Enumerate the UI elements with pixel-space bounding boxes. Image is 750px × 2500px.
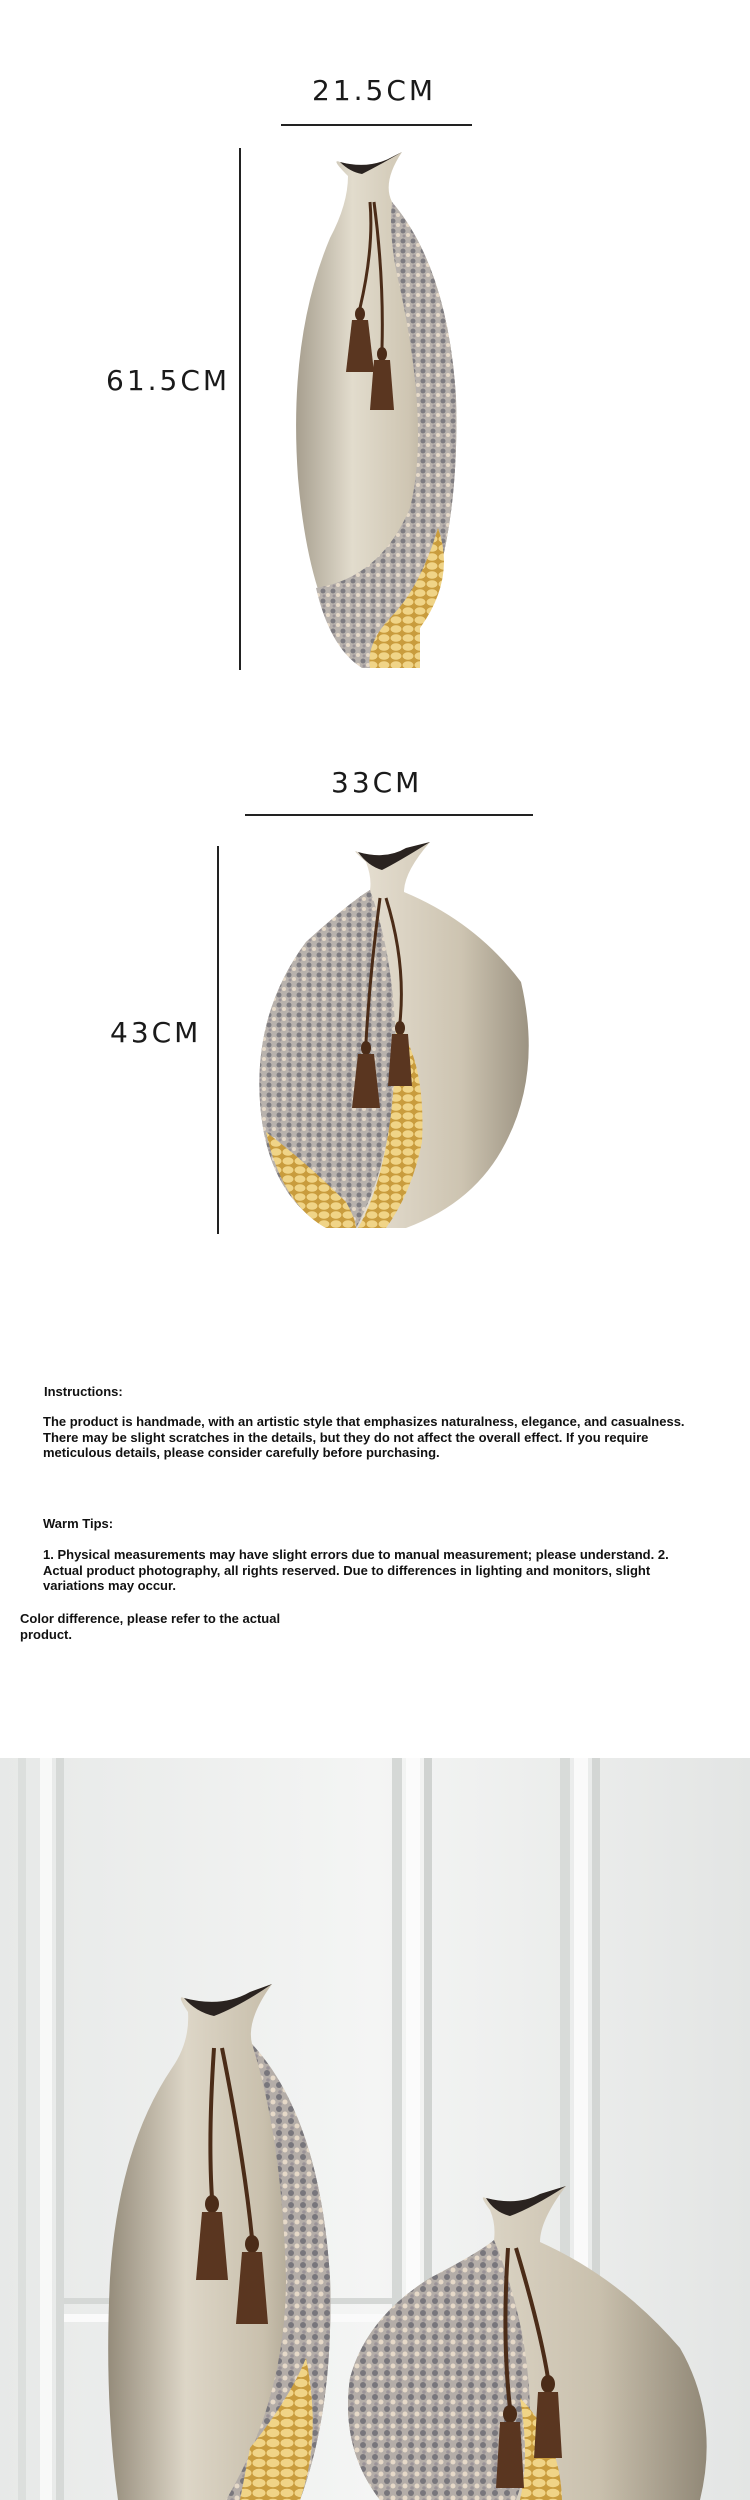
instructions-body: The product is handmade, with an artistic style that emphasizes naturalness, elegance, and casualness. There may be slight scratches in the details, but they do not affect the overall effect. If you require meticulous details, please consider carefully before purchasing.: [43, 1414, 685, 1460]
instructions-heading: Instructions:: [44, 1384, 123, 1399]
lifestyle-photo: [0, 1758, 750, 2500]
color-difference-note: Color difference, please refer to the actual product.: [20, 1611, 281, 1642]
round-vase-image: [246, 842, 536, 1234]
width-label-2: 33CM: [331, 766, 423, 799]
width-line-1: [281, 124, 472, 126]
warm-tips-body: 1. Physical measurements may have slight errors due to manual measurement; please understand. 2. Actual product photography, all rights reserved. Due to differences in lighting and monitors, slight variations may occur.: [43, 1547, 669, 1593]
width-label-1: 21.5CM: [312, 74, 437, 107]
height-line-1: [239, 148, 241, 670]
width-line-2: [245, 814, 533, 816]
height-label-2: 43CM: [110, 1016, 202, 1049]
height-label-1: 61.5CM: [106, 364, 231, 397]
tall-vase-image: [270, 148, 490, 678]
warm-tips-heading: Warm Tips:: [43, 1516, 114, 1531]
room-scene-image: [0, 1758, 750, 2500]
height-line-2: [217, 846, 219, 1234]
